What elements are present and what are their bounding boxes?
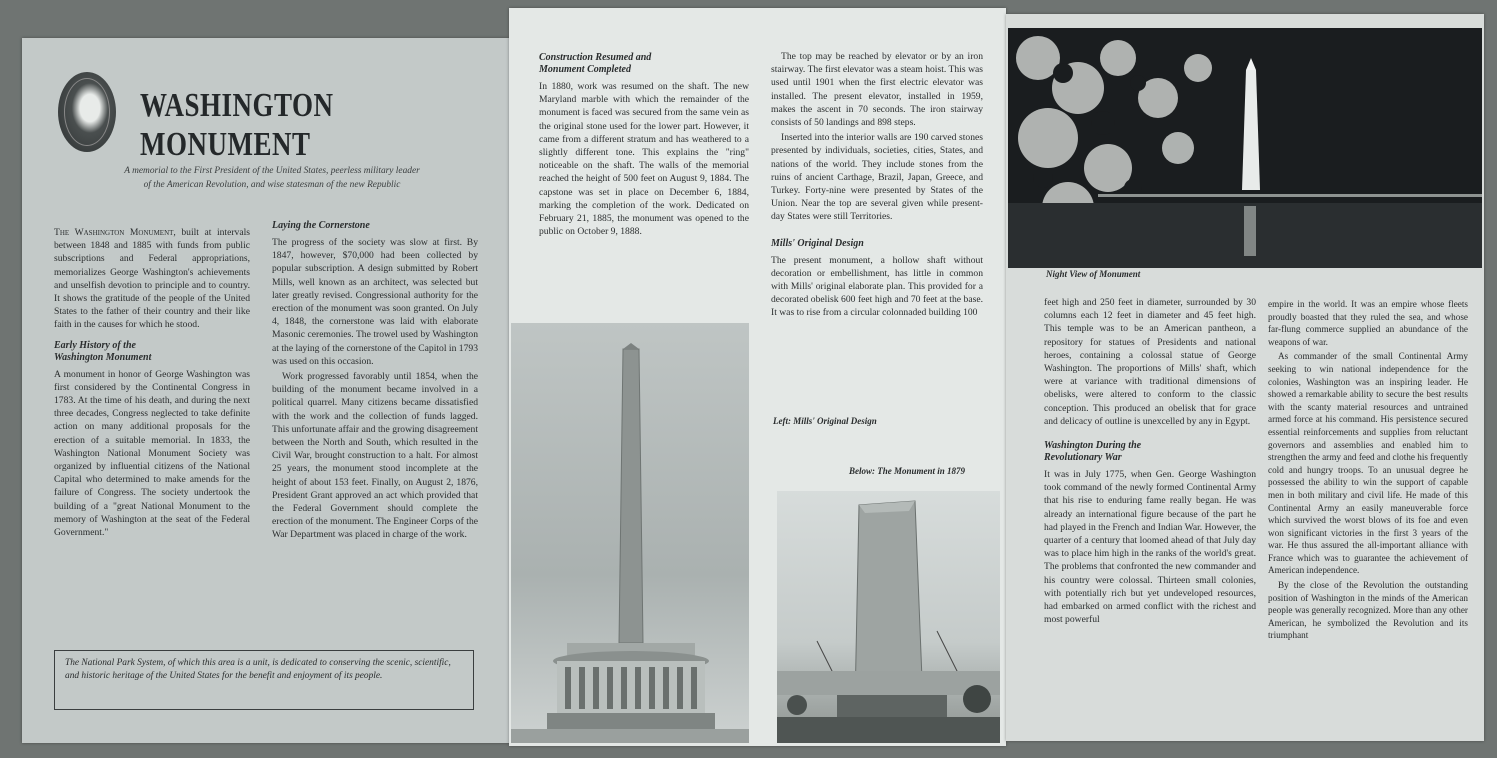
war-text: It was in July 1775, when Gen. George Washington took command of the newly formed Continental Army that his rise to enduring fame really began. He was already an international figure because of the part he had played in the French and Indian War. However, the quarter of a century that loomed ahead of that July day was to place him high in the ranks of the world's great. The problems that confronted the new commander and his country were colossal. Thirteen small colonies, with potentially rich but yet undeveloped resources, had embarked on armed conflict with the richest and most powerful xyxy=(1044,469,1256,626)
night-view-photo xyxy=(1008,28,1482,268)
column-5 xyxy=(1044,296,1256,628)
caption-below: Below: The Monument in 1879 xyxy=(849,466,966,476)
page-right xyxy=(1006,14,1484,741)
washington-portrait-medallion xyxy=(58,72,116,152)
tagline-line-1: A memorial to the First President of the United States, peerless military leader xyxy=(124,166,420,176)
war-heading xyxy=(1044,440,1256,464)
war-heading-line-2: Revolutionary War xyxy=(1044,452,1122,464)
early-heading-line-2: Washington Monument xyxy=(54,351,152,363)
top-paragraph-1: The top may be reached by elevator or by an iron stairway. The first elevator was a steam hoist. This was used until 1901 when the first electric elevator was installed. The present elevator, installed in 1959, makes the ascent in 70 seconds. The iron stairway consists of 50 landings and 898 steps. xyxy=(771,51,983,129)
page-middle xyxy=(509,8,1006,746)
column-2 xyxy=(272,220,478,544)
column-4 xyxy=(771,50,983,322)
page-title: WASHINGTON MONUMENT xyxy=(140,86,334,163)
caption-night: Night View of Monument xyxy=(1046,269,1141,279)
intro-text: built at intervals between 1848 and 1885 with funds from public subscriptions and Federal appropriations, memorializes George Washington's achievements and unselfish devotion to principle and to country. It shows the gratitude of the people of the United States to the father of their country and their like faith in the causes for which he stood. xyxy=(54,227,251,331)
column-1 xyxy=(54,226,250,541)
intro-lead: The Washington Monument, xyxy=(54,227,176,238)
column-6 xyxy=(1268,298,1468,644)
tagline-line-2: of the American Revolution, and wise statesman of the new Republic xyxy=(143,180,401,190)
tagline xyxy=(82,164,462,192)
resumed-heading-line-1: Construction Resumed and xyxy=(539,52,652,63)
monument-1879-photo xyxy=(777,491,1000,743)
empire-paragraph: empire in the world. It was an empire whose fleets proudly boasted that they ruled the sea, and whose far-flung commerce supplied an abundance of the weapons of war. xyxy=(1268,299,1468,347)
night-view-illustration xyxy=(1008,28,1482,268)
mills-heading: Mills' Original Design xyxy=(771,237,864,249)
intro-paragraph xyxy=(54,226,250,332)
mills-text: The present monument, a hollow shaft without decoration or embellishment, has little in common with Mills' original elaborate plan. This provided for a decorated obelisk 600 feet high and 70 feet at the base. It was to rise from a circular colonnaded building 100 xyxy=(771,254,983,319)
top-paragraph-2: Inserted into the interior walls are 190 carved stones presented by individuals, societies, cities, States, and nations of the world. They include stones from the ruins of ancient Carthage, Brazil, Japan, Greece, and Turkey. Forty-nine were presented by States of the Union. Near the top are several given while present-day States were still Territories. xyxy=(771,132,983,223)
resumed-heading-line-2: Monument Completed xyxy=(539,64,631,75)
early-history-text: A monument in honor of George Washington was first considered by the Continental Congress in 1783. At the time of his death, and during the next three decades, Congress neglected to take definite action on many additional proposals for the erection of a suitable memorial. In 1833, the Washington National Monument Society was organized by influential citizens of the National Capital who determined to make amends for the failure of Congress. The society undertook the building of a "great National Monument to the memory of Washington at the seat of the Federal Government." xyxy=(54,368,250,539)
mills-continued-text: feet high and 250 feet in diameter, surrounded by 30 columns each 12 feet in diameter and 45 feet high. This temple was to be an American pantheon, a repository for statues of Presidents and national heroes, containing a colossal statue of George Washington. The proportions of Mills' shaft, which were at variance with traditional dimensions of obelisks, were altered to conform to the classic conception. This produced an obelisk that for grace and delicacy of outline is unexcelled by any in Egypt. xyxy=(1044,297,1256,427)
war-heading-line-1: Washington During the xyxy=(1044,440,1142,452)
park-system-note: The National Park System, of which this area is a unit, is dedicated to conserving the scenic, scientific, and historic heritage of the United States for the benefit and enjoyment of its people. xyxy=(54,650,474,710)
cornerstone-heading: Laying the Cornerstone xyxy=(272,220,370,231)
resumed-heading xyxy=(539,52,749,76)
close-of-revolution-paragraph: By the close of the Revolution the outstanding position of Washington in the minds of the American people was generally recognized. More than any other American, he symbolized the Revolution and its triumphant xyxy=(1268,580,1468,641)
mills-design-illustration xyxy=(511,323,749,743)
column-3 xyxy=(539,52,749,240)
cornerstone-paragraph-1: The progress of the society was slow at first. By 1847, however, $70,000 had been collected by popular subscription. A design submitted by Robert Mills, well known as an architect, was selected but later greatly revised. Congressional authority for the erection of the monument was soon granted. On July 4, 1848, the cornerstone was laid with elaborate Masonic ceremonies. The trowel used by Washington at the laying of the cornerstone of the Capitol in 1793 was used on this occasion. xyxy=(272,237,478,367)
early-history-heading xyxy=(54,340,250,364)
cornerstone-paragraph-2: Work progressed favorably until 1854, when the building of the monument became involved in a political quarrel. Many citizens became dissatisfied with the work and the collection of funds lagged. This unfortunate affair and the growing disagreement between the North and South, which resulted in the Civil War, brought construction to a halt. For almost 25 years, the monument stood incomplete at the height of about 153 feet. Finally, on August 2, 1876, President Grant approved an act which provided that the Federal Government should complete the erection of the monument. The Engineer Corps of the War Department was placed in charge of the work. xyxy=(272,371,478,541)
page-left xyxy=(22,38,509,743)
monument-1879-illustration xyxy=(777,491,1000,743)
resumed-text: In 1880, work was resumed on the shaft. The new Maryland marble with which the remainder of the monument is faced was secured from the same vein as the original stone used for the lower part. However, it came from a different stratum and has weathered to a slightly different tone. This explains the "ring" noticeable on the shaft. The walls of the memorial reached the height of 500 feet on August 9, 1884. The capstone was set in place on December 6, 1884, marking the completion of the work. Dedicated on February 21, 1885, the monument was opened to the public on October 9, 1888. xyxy=(539,81,749,238)
mills-design-photo xyxy=(511,323,749,743)
caption-left: Left: Mills' Original Design xyxy=(773,416,877,426)
commander-paragraph: As commander of the small Continental Army seeking to win national independence for the colonies, Washington was an inspiring leader. He showed a remarkable ability to secure the best results with the scanty material resources and untrained armed force at his command. His persistence secured essential reinforcements and supplies from reluctant governors and assemblies and enabled him to strengthen the army and feed and clothe his frequently cold and hungry troops. To an unusual degree he possessed the ability to win the support of capable men in both military and civil life. He made of this Continental Army an easily maneuverable force which survived the worst blows of its foe and even won significant victories in the first 3 years of the war. He thus assured the all-important alliance with France which was to guarantee the achievement of American independence. xyxy=(1268,351,1469,576)
early-heading-line-1: Early History of the xyxy=(54,339,136,351)
